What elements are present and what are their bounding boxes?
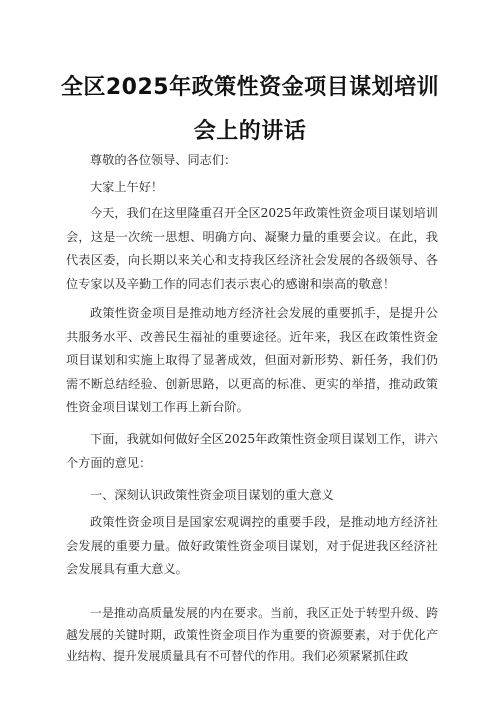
document-title-line-1: 全区2025年政策性资金项目谋划培训: [60, 75, 440, 100]
paragraph-importance: 政策性资金项目是推动地方经济社会发展的重要抓手，是提升公共服务水平、改善民生福祉的重要途径。近年来，我区在政策性资金项目谋划和实施上取得了显著成效，但面对新形势、新任务，我们仍需不断总结经验、创新思路，以更高的标准、更实的举措，推动政策性资金项目谋划工作再上新台阶。: [66, 306, 438, 415]
document-title-line-2: 会上的讲话: [193, 119, 307, 144]
paragraph-opening: 今天，我们在这里隆重召开全区2025年政策性资金项目谋划培训会，这是一次统一思想、明确方向、凝聚力量的重要会议。在此，我代表区委，向长期以来关心和支持我区经济社会发展的各级领导、各位专家以及辛勤工作的同志们表示衷心的感谢和崇高的敬意！: [66, 206, 438, 291]
section-1-paragraph: 政策性资金项目是国家宏观调控的重要手段，是推动地方经济社会发展的重要力量。做好政策性资金项目谋划，对于促进我区经济社会发展具有重大意义。: [66, 515, 438, 577]
salutation-line: 大家上午好！: [90, 180, 164, 194]
paragraph-outline: 下面，我就如何做好全区2025年政策性资金项目谋划工作，讲六个方面的意见：: [66, 432, 438, 470]
section-1-point-1: 一是推动高质量发展的内在要求。当前，我区正处于转型升级、跨越发展的关键时期，政策性资金项目作为重要的资源要素，对于优化产业结构、提升发展质量具有不可替代的作用。我们必须紧紧抓住政: [66, 606, 438, 663]
greeting-line: 尊敬的各位领导、同志们：: [90, 153, 237, 167]
section-heading-1: 一、深刻认识政策性资金项目谋划的重大意义: [90, 488, 334, 502]
